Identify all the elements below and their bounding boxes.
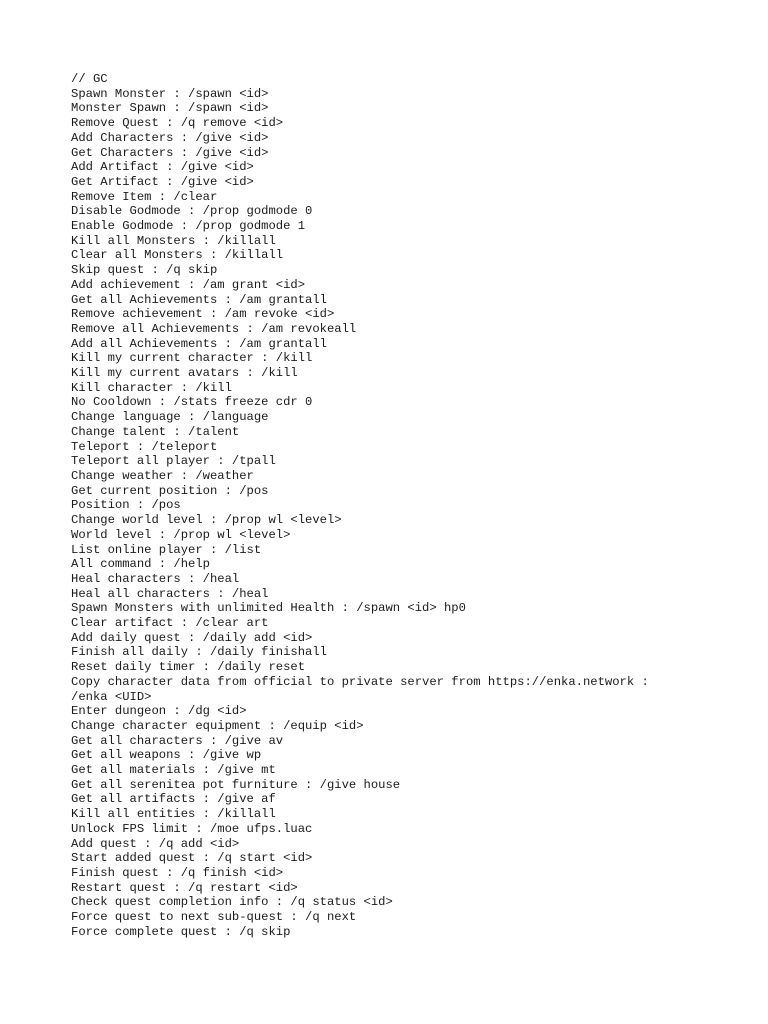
text-line: /enka <UID> [71,689,152,704]
text-line: Kill all entities : /killall [71,807,276,822]
text-line: Skip quest : /q skip [71,263,218,278]
text-line: Add Artifact : /give <id> [71,160,254,175]
text-line: Clear all Monsters : /killall [71,248,284,263]
text-line: Enable Godmode : /prop godmode 1 [71,219,306,234]
text-line: Heal all characters : /heal [71,586,269,601]
text-line: Change language : /language [71,410,269,425]
text-line: Add daily quest : /daily add <id> [71,630,313,645]
text-line: Change world level : /prop wl <level> [71,513,342,528]
text-line: Kill character : /kill [71,380,232,395]
text-line: Kill my current character : /kill [71,351,313,366]
text-line: Add quest : /q add <id> [71,836,240,851]
text-line: Teleport : /teleport [71,439,218,454]
text-line: Spawn Monster : /spawn <id> [71,86,269,101]
text-line: Add Characters : /give <id> [71,130,269,145]
text-line: Add all Achievements : /am grantall [71,336,327,351]
text-line: Disable Godmode : /prop godmode 0 [71,204,313,219]
text-line: Get all serenitea pot furniture : /give house [71,777,401,792]
text-line: Position : /pos [71,498,181,513]
text-line: Kill all Monsters : /killall [71,233,276,248]
text-line: Heal characters : /heal [71,571,240,586]
text-line: Change weather : /weather [71,468,254,483]
text-line: Remove Quest : /q remove <id> [71,116,284,131]
text-line: Check quest completion info : /q status <id> [71,895,393,910]
text-line: Add achievement : /am grant <id> [71,277,306,292]
text-line: Get Characters : /give <id> [71,145,269,160]
text-line: Get Artifact : /give <id> [71,174,254,189]
text-line: Force complete quest : /q skip [71,924,291,939]
text-line: Clear artifact : /clear art [71,616,269,631]
text-line: Teleport all player : /tpall [71,454,276,469]
text-line: Change talent : /talent [71,424,240,439]
text-line: No Cooldown : /stats freeze cdr 0 [71,395,313,410]
text-line: Remove achievement : /am revoke <id> [71,307,335,322]
text-line: Unlock FPS limit : /moe ufps.luac [71,821,313,836]
text-line: Get all characters : /give av [71,733,284,748]
text-line: Remove Item : /clear [71,189,218,204]
text-line: Get all materials : /give mt [71,763,276,778]
text-line: Get current position : /pos [71,483,269,498]
text-line: Spawn Monsters with unlimited Health : /spawn <id> hp0 [71,601,466,616]
text-line: Monster Spawn : /spawn <id> [71,101,269,116]
text-line: Enter dungeon : /dg <id> [71,704,247,719]
text-line: Remove all Achievements : /am revokeall [71,321,357,336]
text-line: World level : /prop wl <level> [71,527,291,542]
text-line: Get all weapons : /give wp [71,748,262,763]
text-line: Reset daily timer : /daily reset [71,660,306,675]
text-line: Finish quest : /q finish <id> [71,865,284,880]
text-line: Restart quest : /q restart <id> [71,880,298,895]
document-text [71,72,751,939]
text-line: Force quest to next sub-quest : /q next [71,910,357,925]
text-line: List online player : /list [71,542,262,557]
text-line: Copy character data from official to private server from https://enka.network : [71,674,649,689]
text-line: Start added quest : /q start <id> [71,851,313,866]
text-line: Get all Achievements : /am grantall [71,292,327,307]
text-line: Get all artifacts : /give af [71,792,276,807]
text-line: Kill my current avatars : /kill [71,366,298,381]
text-line: All command : /help [71,557,210,572]
text-line: Change character equipment : /equip <id> [71,718,364,733]
text-line: // GC [71,72,108,86]
text-line: Finish all daily : /daily finishall [71,645,327,660]
